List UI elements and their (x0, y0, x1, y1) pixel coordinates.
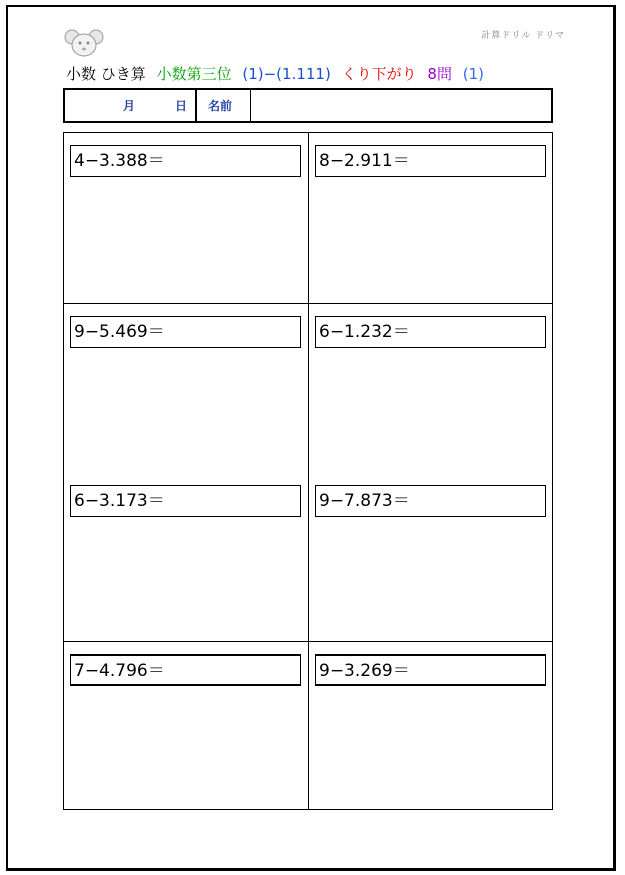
name-label-cell (196, 90, 251, 121)
title-level: 小数第三位 (156, 65, 232, 83)
name-label: 名前 (208, 99, 233, 113)
title-count: 8問 (427, 65, 452, 83)
date-field[interactable] (65, 90, 197, 121)
title-number: (1) (462, 65, 484, 83)
mouse-face-icon (64, 28, 104, 58)
name-date-bar (63, 88, 553, 123)
problem-box-2[interactable]: 8−2.911＝ (315, 145, 546, 177)
problem-box-3[interactable]: 9−5.469＝ (70, 316, 301, 348)
day-label: 日 (175, 99, 188, 113)
problem-box-7[interactable]: 7−4.796＝ (70, 654, 301, 686)
problem-box-8[interactable]: 9−3.269＝ (315, 654, 546, 686)
title-topic: 小数 ひき算 (66, 65, 146, 83)
problem-cell (309, 133, 553, 303)
problem-cell (309, 304, 553, 472)
title-format: (1)−(1.111) (242, 65, 331, 83)
worksheet-title (66, 63, 490, 84)
problem-cell (64, 304, 308, 472)
month-label: 月 (123, 99, 136, 113)
problem-box-6[interactable]: 9−7.873＝ (315, 485, 546, 517)
brand-label: 計算ドリル ドリマ (481, 31, 565, 41)
problem-box-5[interactable]: 6−3.173＝ (70, 485, 301, 517)
problem-cell (309, 473, 553, 641)
problem-grid (63, 132, 553, 810)
problem-box-1[interactable]: 4−3.388＝ (70, 145, 301, 177)
problem-cell (309, 642, 553, 810)
title-type: くり下がり (341, 65, 417, 83)
problem-box-4[interactable]: 6−1.232＝ (315, 316, 546, 348)
problem-cell (64, 642, 308, 810)
problem-cell (64, 473, 308, 641)
problem-cell (64, 133, 308, 303)
